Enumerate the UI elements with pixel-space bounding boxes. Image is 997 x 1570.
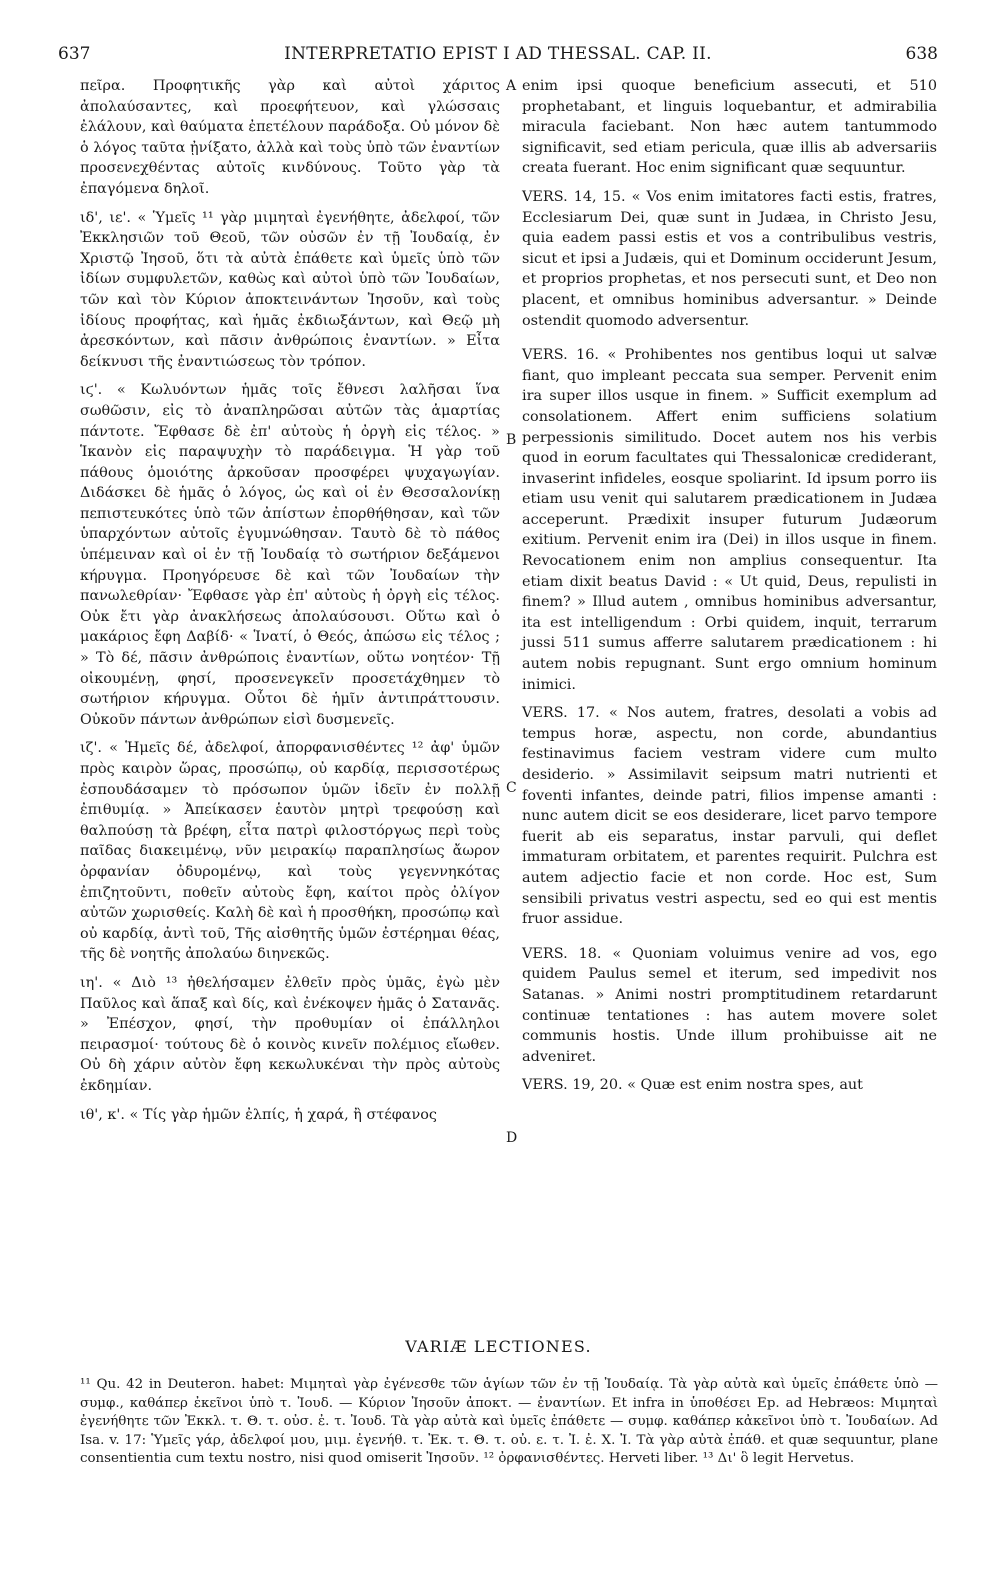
latin-paragraph: VERS. 16. « Prohibentes nos gentibus loqui ut salvæ fiant, quo impleant peccata sua semper. Pervenit enim ira super illos usque in finem. » Sufficit exemplum ad consolationem. Affert enim sufficiens solatium perpessionis similitudo. Docet autem nos his verbis quod in eorum facultates qui Thessalonicæ crediderant, invaserint infideles, eosque spoliarint. Id ipsum porro iis etiam usu venit qui salutarem prædicationem in Judæa acceperunt. Prædixit insuper futurum Judæorum exitium. Pervenit enim ira (Dei) in illos usque in finem. Revocationem enim non amplius consequentur. Ita etiam dixit beatus David : « Ut quid, Deus, repulisti in finem? » Illud autem , omnibus hominibus adversantur, ita est intelligendum : Orbi quidem, inquit, terrarum jussi 511 sumus afferre salutarem prædicationem : hi autem nobis repugnant. Sunt ergo omnium hominum inimici.	[522, 347, 937, 693]
greek-paragraph: ιζ'. « Ἡμεῖς δέ, ἀδελφοί, ἀπορφανισθέντες ¹² ἀφ' ὑμῶν πρὸς καιρὸν ὥρας, προσώπῳ, οὐ καρδίᾳ, περισσοτέρως ἐσπουδάσαμεν τὸ πρόσωπον ὑμῶν ἰδεῖν ἐν πολλῇ ἐπιθυμίᾳ. » Ἀπείκασεν ἑαυτὸν μητρὶ τρεφούσῃ καὶ θαλπούσῃ τὰ βρέφη, εἶτα πατρὶ φιλοστόργως περὶ τοὺς παῖδας διακειμένῳ, νῦν μειρακίῳ παραπλησίως ἄωρον ὀρφανίαν ὀδυρομένῳ, καὶ τοὺς γεγεννηκότας ἐπιζητοῦντι, ποθεῖν αὐτοὺς ἔφη, καίτοι πρὸς ὀλίγον αὐτῶν χωρισθείς. Καλὴ δὲ καὶ ἡ προσθήκη, προσώπῳ καὶ οὐ καρδίᾳ, ἀντὶ τοῦ, Τῆς αἰσθητῆς ὑμῶν ἐστέρημαι θέας, τῆς δὲ νοητῆς ἀπολαύω διηνεκῶς.	[80, 740, 500, 963]
margin-marker-c: C	[506, 780, 517, 796]
footnotes	[80, 1376, 938, 1469]
greek-column	[80, 76, 500, 1125]
greek-paragraph: ιδ', ιε'. « Ὑμεῖς ¹¹ γὰρ μιμηταὶ ἐγενήθητε, ἀδελφοί, τῶν Ἐκκλησιῶν τοῦ Θεοῦ, τῶν οὐσῶν ἐν τῇ Ἰουδαίᾳ, ἐν Χριστῷ Ἰησοῦ, ὅτι τὰ αὐτὰ ἐπάθετε καὶ ὑμεῖς ὑπὸ τῶν ἰδίων συμφυλετῶν, καθὼς καὶ αὐτοὶ ὑπὸ τῶν Ἰουδαίων, τῶν καὶ τὸν Κύριον ἀποκτεινάντων Ἰησοῦν, καὶ τοὺς ἰδίους προφήτας, καὶ ἡμᾶς ἐκδιωξάντων, καὶ Θεῷ μὴ ἀρεσκόντων, καὶ πᾶσιν ἀνθρώποις ἐναντίων. » Εἶτα δείκνυσι τῆς ἐναντιώσεως τὸν τρόπον.	[80, 209, 500, 370]
page-header	[58, 44, 938, 74]
page-number-right: 638	[905, 44, 938, 64]
variae-lectiones-heading: VARIÆ LECTIONES.	[405, 1337, 592, 1356]
greek-paragraph: ιη'. « Διὸ ¹³ ἠθελήσαμεν ἐλθεῖν πρὸς ὑμᾶς, ἐγὼ μὲν Παῦλος καὶ ἅπαξ καὶ δίς, καὶ ἐνέκοψεν ἡμᾶς ὁ Σατανᾶς. » Ἐπέσχον, φησί, τὴν προθυμίαν οἱ ἐπάλληλοι πειρασμοί· τούτους δὲ ὁ κοινὸς κινεῖν πολέμιος εἴωθεν. Οὐ δὴ χάριν αὐτὸν ἔφη κεκωλυκέναι τὴν πρὸς αὐτοὺς ἐκδημίαν.	[80, 974, 500, 1094]
latin-paragraph: VERS. 18. « Quoniam voluimus venire ad vos, ego quidem Paulus semel et iterum, sed impedivit nos Satanas. » Animi nostri promptitudinem retardarunt continuæ tentationes : has autem movere solet communis hostis. Unde illum prohibuisse ait ne adveniret.	[522, 945, 937, 1065]
margin-marker-a: A	[506, 78, 517, 94]
greek-paragraph: πεῖρα. Προφητικῆς γὰρ καὶ αὐτοὶ χάριτος ἀπολαύσαντες, καὶ προεφήτευον, καὶ γλώσσαις ἐλάλουν, καὶ θαύματα ἐπετέλουν παράδοξα. Οὐ μόνον δὲ ὁ λόγος ταῦτα ᾐνίξατο, ἀλλὰ καὶ τοὺς ὑπὸ τῶν ἐναντίων προσενεχθέντας αὐτοῖς κινδύνους. Τοῦτο γὰρ τὰ ἐπαγόμενα δηλοῖ.	[80, 78, 501, 197]
latin-paragraph: VERS. 19, 20. « Quæ est enim nostra spes, aut	[522, 1077, 863, 1094]
margin-marker-b: B	[506, 432, 517, 448]
greek-paragraph: ιθ', κ'. « Τίς γὰρ ἡμῶν ἐλπίς, ἡ χαρά, ἢ στέφανος	[80, 1106, 437, 1123]
latin-column	[522, 76, 937, 1096]
margin-marker-d: D	[506, 1130, 518, 1146]
page-number-left: 637	[58, 44, 91, 64]
footnote-text: ¹¹ Qu. 42 in Deuteron. habet: Μιμηταὶ γὰρ ἐγένεσθε τῶν ἁγίων τῶν ἐν τῇ Ἰουδαίᾳ. Τὰ γὰρ αὐτὰ καὶ ὑμεῖς ἐπάθετε ὑπὸ — συμφ., καθάπερ ἐκεῖνοι ὑπὸ τ. Ἰουδ. — Κύριον Ἰησοῦν ἀποκτ. — ἐναντίων. Et infra in ὑποθέσει Ep. ad Hebræos: Μιμηταὶ ἐγενήθητε τῶν Ἐκκλ. τ. Θ. τ. οὐσ. ἐ. τ. Ἰουδ. Τὰ γὰρ αὐτὰ καὶ ὑμεῖς ἐπάθετε — συμφ. καθάπερ κἀκεῖνοι ὑπὸ τ. Ἰουδαίων. Ad Isa. v. 17: Ὑμεῖς γάρ, ἀδελφοί μου, μιμ. ἐγενήθ. τ. Ἐκ. τ. Θ. τ. οὐ. ε. τ. Ἰ. ἐ. Χ. Ἰ. Τὰ γὰρ αὐτὰ ἐπάθ. et quæ sequuntur, plane consentientia cum textu nostro, nisi quod omiserit Ἰησοῦν. ¹² ὀρφανισθέντες. Herveti liber. ¹³ Δι' ὃ legit Hervetus.	[80, 1377, 938, 1467]
latin-paragraph: enim ipsi quoque beneficium assecuti, et 510 prophetabant, et linguis loquebantur, et admirabilia miracula faciebant. Non hæc autem tantummodo significavit, sed etiam pericula, quæ illis ab adversariis creata fuerant. Hoc enim significant quæ sequuntur.	[522, 78, 937, 177]
latin-paragraph: VERS. 14, 15. « Vos enim imitatores facti estis, fratres, Ecclesiarum Dei, quæ sunt in Judæa, in Christo Jesu, quia eadem passi estis et vos a contribulibus vestris, sicut et ipsi a Judæis, qui et Dominum occiderunt Jesum, et proprios prophetas, et nos persecuti sunt, et Deo non placent, et omnibus hominibus adversantur. » Deinde ostendit quomodo adversentur.	[522, 188, 937, 329]
greek-paragraph: ιϛ'. « Κωλυόντων ἡμᾶς τοῖς ἔθνεσι λαλῆσαι ἵνα σωθῶσιν, εἰς τὸ ἀναπληρῶσαι αὐτῶν τὰς ἁμαρτίας πάντοτε. Ἔφθασε δὲ ἐπ' αὐτοὺς ἡ ὀργὴ εἰς τέλος. » Ἱκανὸν εἰς παραψυχὴν τὸ παράδειγμα. Ἡ γὰρ τοῦ πάθους ὁμοιότης ἀρκοῦσαν προσφέρει ψυχαγωγίαν. Διδάσκει δὲ ἡμᾶς ὁ λόγος, ὡς καὶ οἱ ἐν Θεσσαλονίκῃ πεπιστευκότες ὑπὸ τῶν ἀπίστων ἐπορθήθησαν, καὶ τῶν ὑπαρχόντων αὐτοῖς ἐγυμνώθησαν. Ταυτὸ δὲ τὸ πάθος ὑπέμειναν καὶ οἱ ἐν τῇ Ἰουδαίᾳ τὸ σωτήριον δεξάμενοι κήρυγμα. Προηγόρευσε δὲ καὶ τῶν Ἰουδαίων τὴν πανωλεθρίαν· Ἔφθασε γὰρ ἐπ' αὐτοὺς ἡ ὀργὴ εἰς τέλος. Οὐκ ἔτι γὰρ ἀνακλήσεως ἀπολαύσουσι. Οὕτω καὶ ὁ μακάριος ἔφη Δαβίδ· « Ἱνατί, ὁ Θεός, ἀπώσω εἰς τέλος ; » Τὸ δέ, πᾶσιν ἀνθρώποις ἐναντίων, οὕτω νοητέον· Τῇ οἰκουμένῃ, φησί, προσενεγκεῖν προσετάχθημεν τὸ σωτήριον κήρυγμα. Οὗτοι δὲ ἡμῖν ἀντιπράττουσιν. Οὐκοῦν πάντων ἀνθρώπων εἰσὶ δυσμενεῖς.	[80, 382, 500, 728]
running-title: INTERPRETATIO EPIST I AD THESSAL. CAP. II.	[284, 44, 712, 64]
latin-paragraph: VERS. 17. « Nos autem, fratres, desolati a vobis ad tempus horæ, aspectu, non corde, abundantius festinavimus faciem vestram videre cum multo desiderio. » Assimilavit seipsum matri nutrienti et foventi infantes, deinde patri, filios impense amanti : nunc autem dicit se eos desiderare, licet parvo tempore fuerit ab eis separatus, instar parvuli, qui deflet immaturam orbitatem, et parentes requirit. Pulchra est autem adjectio facie et non corde. Hoc est, Sum sensibili privatus vestri aspectu, sed eo qui est mentis fruor assidue.	[522, 705, 937, 928]
